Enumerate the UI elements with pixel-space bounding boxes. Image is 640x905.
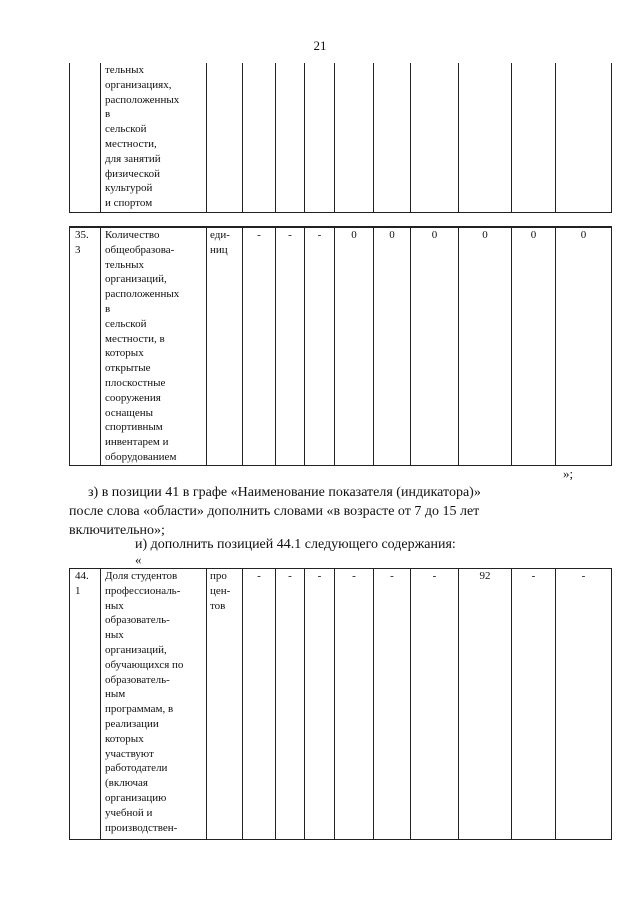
value-cell: 0 (556, 227, 612, 465)
indicator-table-row-44-1 (69, 568, 612, 840)
page-number: 21 (313, 38, 327, 53)
table-row (70, 227, 612, 465)
value-cell: - (276, 569, 305, 840)
value-cell (243, 63, 276, 212)
value-cell: - (243, 569, 276, 840)
value-cell: 92 (459, 569, 512, 840)
opening-quote: « (135, 552, 142, 567)
value-cell: 0 (335, 227, 374, 465)
value-cell: - (305, 569, 335, 840)
value-cell (459, 63, 512, 212)
amendment-paragraph-i: и) дополнить позицией 44.1 следующего содержания: (135, 537, 456, 552)
unit-cell: про цен- тов (207, 569, 243, 840)
value-cell (512, 63, 556, 212)
indicator-table-row-35-3 (69, 226, 612, 466)
paragraph-line: з) в позиции 41 в графе «Наименование показателя (индикатора)» (88, 485, 481, 500)
row-number-cell (70, 63, 101, 212)
amendment-paragraph-z (69, 483, 584, 540)
value-cell: 0 (512, 227, 556, 465)
value-cell: - (305, 227, 335, 465)
table-row (70, 63, 612, 212)
table-row (70, 569, 612, 840)
value-cell: - (276, 227, 305, 465)
indicator-table-continuation (69, 63, 612, 213)
value-cell: - (512, 569, 556, 840)
value-cell (374, 63, 411, 212)
paragraph-line: включительно»; (69, 523, 165, 538)
paragraph-line: после слова «области» дополнить словами «в возрасте от 7 до 15 лет (69, 504, 480, 519)
value-cell (305, 63, 335, 212)
unit-cell: еди- ниц (207, 227, 243, 465)
value-cell (335, 63, 374, 212)
row-number-cell: 44. 1 (70, 569, 101, 840)
value-cell: 0 (411, 227, 459, 465)
row-number-cell: 35. 3 (70, 227, 101, 465)
indicator-cell: Доля студентов профессиональ- ных образователь- ных организаций, обучающихся по образователь- ным программам, в реализации которых участвуют работодатели (включая организацию учебной и производствен- (101, 569, 207, 840)
value-cell (556, 63, 612, 212)
closing-quote: »; (563, 466, 574, 481)
value-cell: 0 (374, 227, 411, 465)
value-cell (276, 63, 305, 212)
value-cell: - (411, 569, 459, 840)
unit-cell (207, 63, 243, 212)
value-cell: - (335, 569, 374, 840)
indicator-cell: тельных организациях, расположенных в сельской местности, для занятий физической культурой и спортом (101, 63, 207, 212)
value-cell (411, 63, 459, 212)
value-cell: - (556, 569, 612, 840)
value-cell: - (243, 227, 276, 465)
indicator-cell: Количество общеобразова- тельных организаций, расположенных в сельской местности, в которых открытые плоскостные сооружения оснащены спортивным инвентарем и оборудованием (101, 227, 207, 465)
value-cell: - (374, 569, 411, 840)
value-cell: 0 (459, 227, 512, 465)
